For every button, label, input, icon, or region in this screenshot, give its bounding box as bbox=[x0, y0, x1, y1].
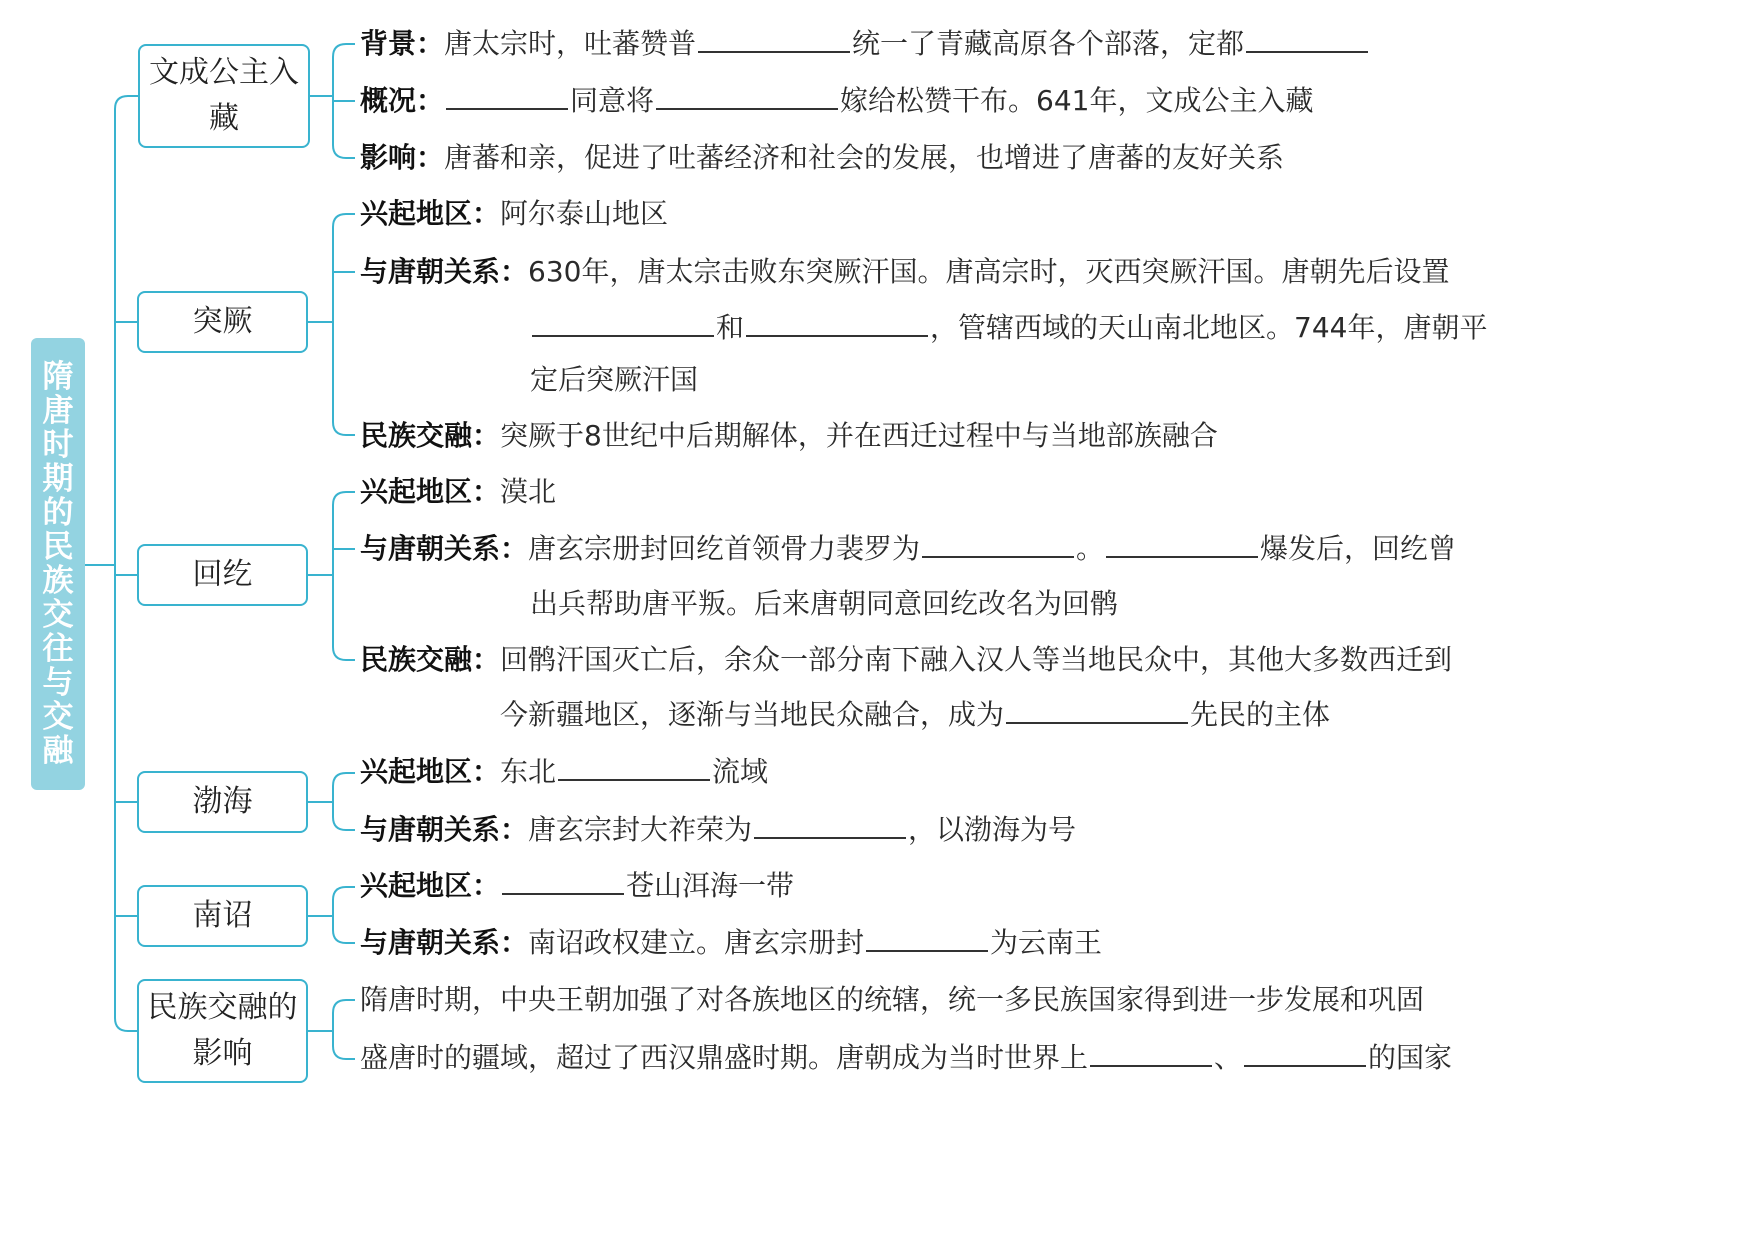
text: 。 bbox=[1076, 532, 1105, 565]
branch-label: 渤海 bbox=[192, 784, 253, 819]
label-fusion: 民族交融： bbox=[360, 419, 501, 452]
text: 、 bbox=[1214, 1041, 1243, 1074]
text: 突厥于8世纪中后期解体，并在西迁过程中与当地部族融合 bbox=[500, 419, 1218, 452]
text: 唐玄宗封大祚荣为 bbox=[528, 813, 753, 846]
bohai-origin bbox=[360, 752, 768, 792]
label-relation: 与唐朝关系： bbox=[360, 813, 529, 846]
text: 和 bbox=[716, 311, 745, 344]
text: 南诏政权建立。唐玄宗册封 bbox=[528, 926, 865, 959]
branch-label: 文成公主入藏 bbox=[149, 55, 299, 136]
text: 630年，唐太宗击败东突厥汗国。唐高宗时，灭西突厥汗国。唐朝先后设置 bbox=[528, 255, 1450, 288]
answer-blank[interactable] bbox=[746, 309, 928, 337]
huihe-origin bbox=[360, 472, 556, 512]
text: ，管辖西域的天山南北地区。744年，唐朝平 bbox=[930, 311, 1488, 344]
branch-label: 南诏 bbox=[192, 898, 253, 933]
label-relation: 与唐朝关系： bbox=[360, 255, 529, 288]
text: 漠北 bbox=[500, 475, 557, 508]
wencheng-overview bbox=[360, 81, 1313, 121]
label-relation: 与唐朝关系： bbox=[360, 532, 529, 565]
text: 唐玄宗册封回纥首领骨力裴罗为 bbox=[528, 532, 921, 565]
text: 唐太宗时，吐蕃赞普 bbox=[444, 27, 697, 60]
tujue-fusion bbox=[360, 416, 1218, 456]
answer-blank[interactable] bbox=[656, 82, 838, 110]
answer-blank[interactable] bbox=[1106, 530, 1258, 558]
answer-blank[interactable] bbox=[922, 530, 1074, 558]
wencheng-background bbox=[360, 24, 1370, 64]
label-influence: 影响： bbox=[360, 141, 445, 174]
answer-blank[interactable] bbox=[558, 753, 710, 781]
wencheng-influence bbox=[360, 138, 1284, 178]
branch-influence bbox=[137, 979, 308, 1083]
nanzhao-relation bbox=[360, 923, 1102, 963]
root-title: 隋唐时期的民族交往与交融 bbox=[42, 359, 74, 769]
text: 先民的主体 bbox=[1190, 698, 1331, 731]
nanzhao-origin bbox=[360, 866, 794, 906]
influence-line-2 bbox=[360, 1038, 1452, 1078]
label-origin: 兴起地区： bbox=[360, 755, 501, 788]
branch-label: 突厥 bbox=[192, 304, 253, 339]
huihe-relation bbox=[360, 529, 1456, 569]
huihe-fusion-cont bbox=[500, 695, 1330, 735]
branch-label: 民族交融的影响 bbox=[147, 990, 298, 1071]
label-relation: 与唐朝关系： bbox=[360, 926, 529, 959]
label-overview: 概况： bbox=[360, 84, 445, 117]
influence-line-1 bbox=[360, 980, 1424, 1020]
text: 隋唐时期，中央王朝加强了对各族地区的统辖，统一多民族国家得到进一步发展和巩固 bbox=[360, 983, 1425, 1016]
branch-wencheng bbox=[138, 44, 310, 148]
answer-blank[interactable] bbox=[1090, 1039, 1212, 1067]
tujue-origin bbox=[360, 194, 668, 234]
tujue-relation bbox=[360, 252, 1449, 292]
label-fusion: 民族交融： bbox=[360, 643, 501, 676]
huihe-relation-cont bbox=[530, 584, 1118, 624]
text: 唐蕃和亲，促进了吐蕃经济和社会的发展，也增进了唐蕃的友好关系 bbox=[444, 141, 1285, 174]
answer-blank[interactable] bbox=[1244, 1039, 1366, 1067]
answer-blank[interactable] bbox=[866, 924, 988, 952]
text: 嫁给松赞干布。641年，文成公主入藏 bbox=[840, 84, 1314, 117]
text: 同意将 bbox=[570, 84, 655, 117]
text: 阿尔泰山地区 bbox=[500, 197, 669, 230]
text: 苍山洱海一带 bbox=[626, 869, 795, 902]
branch-bohai bbox=[137, 771, 308, 833]
text: 盛唐时的疆域，超过了西汉鼎盛时期。唐朝成为当时世界上 bbox=[360, 1041, 1089, 1074]
text: 东北 bbox=[500, 755, 557, 788]
branch-tujue bbox=[137, 291, 308, 353]
label-origin: 兴起地区： bbox=[360, 869, 501, 902]
answer-blank[interactable] bbox=[698, 25, 850, 53]
branch-huihe bbox=[137, 544, 308, 606]
answer-blank[interactable] bbox=[754, 811, 906, 839]
branch-label: 回纥 bbox=[192, 557, 253, 592]
label-background: 背景： bbox=[360, 27, 445, 60]
text: 出兵帮助唐平叛。后来唐朝同意回纥改名为回鹘 bbox=[530, 587, 1119, 620]
label-origin: 兴起地区： bbox=[360, 475, 501, 508]
answer-blank[interactable] bbox=[446, 82, 568, 110]
text: ，以渤海为号 bbox=[908, 813, 1077, 846]
text: 统一了青藏高原各个部落，定都 bbox=[852, 27, 1245, 60]
text: 为云南王 bbox=[990, 926, 1103, 959]
text: 爆发后，回纥曾 bbox=[1260, 532, 1457, 565]
tujue-relation-cont bbox=[530, 308, 1487, 348]
text: 回鹘汗国灭亡后，余众一部分南下融入汉人等当地民众中，其他大多数西迁到 bbox=[500, 643, 1453, 676]
answer-blank[interactable] bbox=[502, 867, 624, 895]
answer-blank[interactable] bbox=[1006, 696, 1188, 724]
tujue-relation-cont2 bbox=[530, 360, 698, 400]
branch-nanzhao bbox=[137, 885, 308, 947]
answer-blank[interactable] bbox=[1246, 25, 1368, 53]
text: 定后突厥汗国 bbox=[530, 363, 699, 396]
label-origin: 兴起地区： bbox=[360, 197, 501, 230]
text: 的国家 bbox=[1368, 1041, 1453, 1074]
root-node bbox=[31, 338, 85, 790]
text: 流域 bbox=[712, 755, 769, 788]
text: 今新疆地区，逐渐与当地民众融合，成为 bbox=[500, 698, 1005, 731]
huihe-fusion bbox=[360, 640, 1452, 680]
answer-blank[interactable] bbox=[532, 309, 714, 337]
bohai-relation bbox=[360, 810, 1076, 850]
